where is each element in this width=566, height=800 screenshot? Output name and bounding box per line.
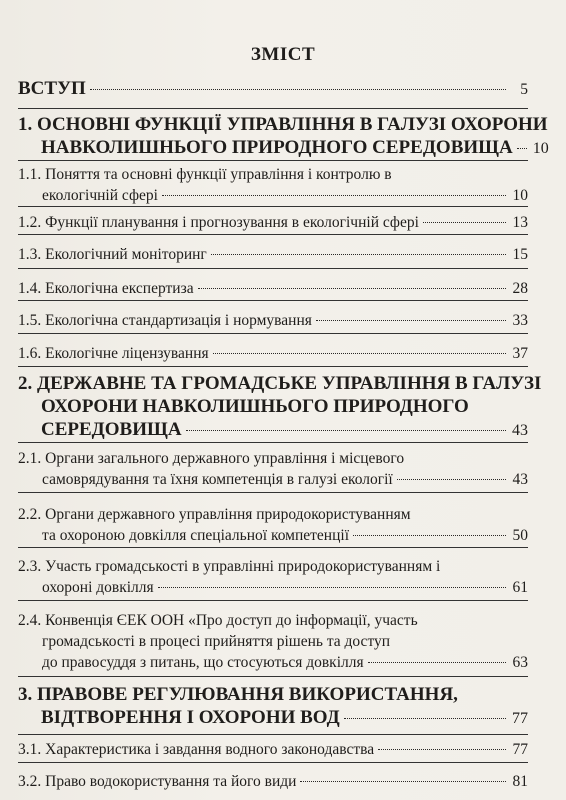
dot-leader: [423, 222, 506, 223]
toc-page-number: 5: [520, 81, 528, 98]
toc-entry-title: 2.4. Конвенція ЄЕК ООН «Про доступ до інформації, участь: [18, 612, 418, 629]
toc-entry-2-4[interactable]: [18, 610, 528, 673]
dot-leader: [213, 353, 506, 354]
divider: [18, 206, 528, 207]
toc-page-number: 33: [512, 312, 528, 329]
toc-entry-title-cont: охороні довкілля: [42, 579, 154, 596]
toc-entry-title: 3.1. Характеристика і завдання водного законодавства: [18, 741, 375, 758]
toc-entry-title-cont: екологічній сфері: [42, 187, 158, 204]
toc-entry-title-cont: ВІДТВОРЕННЯ І ОХОРОНИ ВОД: [41, 707, 340, 728]
toc-page-number: 77: [512, 710, 528, 727]
divider: [18, 268, 528, 269]
toc-entry-1-1[interactable]: [18, 164, 528, 206]
toc-entry-title: 2.1. Органи загального державного управління і місцевого: [18, 450, 405, 467]
toc-page-number: 81: [512, 773, 528, 790]
toc-entry-chapter-1[interactable]: [18, 113, 549, 160]
dot-leader: [158, 587, 506, 588]
dot-leader: [397, 479, 506, 480]
toc-entry-title: ВСТУП: [18, 78, 86, 99]
toc-entry-title: 1.2. Функції планування і прогнозування в екологічній сфері: [18, 214, 419, 231]
toc-entry-title: 1.1. Поняття та основні функції управління і контролю в: [18, 166, 392, 183]
dot-leader: [344, 718, 506, 719]
toc-page-number: 61: [512, 579, 528, 596]
toc-page-number: 43: [512, 422, 528, 439]
toc-page-number: 10: [532, 140, 549, 157]
toc-page-number: 13: [512, 214, 528, 231]
divider: [18, 160, 528, 161]
divider: [18, 366, 528, 367]
toc-page-number: 37: [512, 345, 528, 362]
page-title: ЗМІСТ: [250, 44, 316, 65]
toc-entry-title-cont: ОХОРОНИ НАВКОЛИШНЬОГО ПРИРОДНОГО: [41, 396, 469, 417]
toc-entry-2-3[interactable]: [18, 556, 528, 598]
toc-entry-title: 3.2. Право водокористування та його види: [18, 773, 297, 790]
toc-entry-chapter-2[interactable]: [18, 372, 542, 442]
toc-page-number: 15: [512, 246, 528, 263]
toc-page-number: 77: [512, 741, 528, 758]
toc-entry-title: 2.2. Органи державного управління природокористуванням: [18, 506, 411, 523]
toc-entry-title: 3. ПРАВОВЕ РЕГУЛЮВАННЯ ВИКОРИСТАННЯ,: [18, 684, 458, 705]
toc-entry-title: 1.5. Екологічна стандартизація і нормування: [18, 312, 312, 329]
divider: [18, 762, 528, 763]
toc-entry-title: 2.3. Участь громадськості в управлінні природокористуванням і: [18, 558, 441, 575]
divider: [18, 734, 528, 735]
toc-entry-1-2[interactable]: [18, 212, 528, 233]
toc-entry-title-cont: до правосуддя з питань, що стосуються довкілля: [42, 654, 364, 671]
divider: [18, 300, 528, 301]
dot-leader: [378, 749, 506, 750]
divider: [18, 547, 528, 548]
toc-entry-title: 1.3. Екологічний моніторинг: [18, 246, 207, 263]
dot-leader: [162, 195, 506, 196]
toc-entry-title-cont: та охороною довкілля спеціальної компетенції: [42, 527, 349, 544]
dot-leader: [186, 430, 506, 431]
toc-entry-title: 1. ОСНОВНІ ФУНКЦІЇ УПРАВЛІННЯ В ГАЛУЗІ ОХОРОНИ: [18, 114, 548, 135]
toc-entry-2-2[interactable]: [18, 504, 528, 546]
dot-leader: [353, 535, 506, 536]
toc-entry-title-cont: СЕРЕДОВИЩА: [41, 419, 182, 440]
divider: [18, 234, 528, 235]
toc-entry-title: 1.4. Екологічна експертиза: [18, 280, 194, 297]
toc-page-number: 28: [512, 280, 528, 297]
toc-page-number: 63: [512, 654, 528, 671]
divider: [18, 442, 528, 443]
toc-entry-title: 2. ДЕРЖАВНЕ ТА ГРОМАДСЬКЕ УПРАВЛІННЯ В ГАЛУЗІ: [18, 373, 542, 394]
toc-entry-title: 1.6. Екологічне ліцензування: [18, 345, 209, 362]
dot-leader: [300, 781, 506, 782]
toc-entry-1-3[interactable]: [18, 244, 528, 265]
toc-page-number: 50: [512, 527, 528, 544]
dot-leader: [198, 288, 506, 289]
toc-entry-chapter-3[interactable]: [18, 683, 528, 730]
toc-entry-1-6[interactable]: [18, 343, 528, 364]
toc-entry-title-cont: громадськості в процесі прийняття рішень та доступ: [42, 633, 391, 650]
toc-page-number: 10: [512, 187, 528, 204]
dot-leader: [368, 662, 506, 663]
toc-entry-title-cont: НАВКОЛИШНЬОГО ПРИРОДНОГО СЕРЕДОВИЩА: [41, 137, 513, 158]
toc-entry-3-2[interactable]: [18, 771, 528, 792]
toc-entry-3-1[interactable]: [18, 739, 528, 760]
dot-leader: [517, 148, 527, 149]
toc-entry-1-4[interactable]: [18, 278, 528, 299]
toc-entry-title-cont: самоврядування та їхня компетенція в галузі екології: [42, 471, 393, 488]
divider: [18, 492, 528, 493]
divider: [18, 600, 528, 601]
divider: [18, 108, 528, 109]
dot-leader: [316, 320, 506, 321]
toc-entry-intro[interactable]: [18, 78, 528, 100]
divider: [18, 333, 528, 334]
dot-leader: [211, 254, 506, 255]
toc-entry-1-5[interactable]: [18, 310, 528, 331]
dot-leader: [90, 89, 506, 90]
toc-page-number: 43: [512, 471, 528, 488]
divider: [18, 676, 528, 677]
toc-entry-2-1[interactable]: [18, 448, 528, 490]
